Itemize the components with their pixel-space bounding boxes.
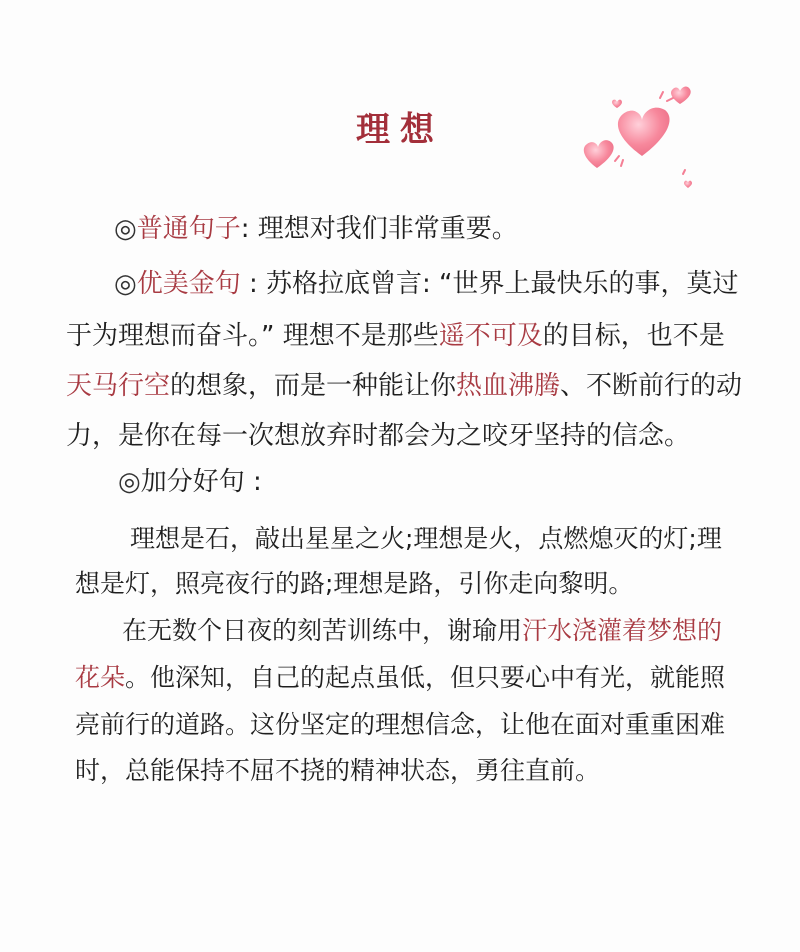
beautiful-line-2 xyxy=(66,319,725,353)
beautiful-line-3 xyxy=(66,369,742,403)
bullet-marker-icon: ◎ xyxy=(118,467,141,497)
highlight-phrase: 遥不可及 xyxy=(438,321,543,351)
beautiful-line-4 xyxy=(66,419,690,453)
page-title: 理想 xyxy=(356,110,444,150)
ordinary-label: 普通句子 xyxy=(136,214,241,244)
beautiful-separator: : xyxy=(240,269,266,299)
beautiful-label: 优美金句 xyxy=(136,269,241,299)
bonus-text: 时，总能保持不屈不挠的精神状态，勇往直前。 xyxy=(75,756,601,785)
bonus-para2-line-4 xyxy=(75,754,600,788)
bonus-text: 亮前行的道路。这份坚定的理想信念，让他在面对重重困难 xyxy=(75,710,726,739)
bonus-para2-line-2 xyxy=(75,661,725,695)
bullet-marker-icon: ◎ xyxy=(114,269,137,299)
beautiful-text: 的目标，也不是 xyxy=(542,321,725,351)
bullet-marker-icon: ◎ xyxy=(114,214,137,244)
beautiful-text: 于为理想而奋斗。” 理想不是那些 xyxy=(66,321,439,351)
bonus-text: 想是灯，照亮夜行的路;理想是路，引你走向黎明。 xyxy=(75,569,634,598)
highlight-phrase: 汗水浇灌着梦想的 xyxy=(522,616,723,645)
bonus-text: 理想是石，敲出星星之火;理想是火，点燃熄灭的灯;理 xyxy=(130,524,722,553)
beautiful-text: 的想象，而是一种能让你 xyxy=(170,371,457,401)
highlight-phrase: 天马行空 xyxy=(66,371,171,401)
bonus-para2-line-1 xyxy=(122,614,722,648)
beautiful-text: 力，是你在每一次想放弃时都会为之咬牙坚持的信念。 xyxy=(66,421,691,451)
bonus-heading xyxy=(118,465,262,499)
beautiful-line-1 xyxy=(114,267,739,301)
bonus-text: 在无数个日夜的刻苦训练中，谢瑜用 xyxy=(122,616,523,645)
beautiful-text: 苏格拉底曾言: “世界上最快乐的事，莫过 xyxy=(266,269,739,299)
bonus-para1-line-2 xyxy=(75,567,633,601)
bonus-para2-line-3 xyxy=(75,708,725,742)
ordinary-text: 理想对我们非常重要。 xyxy=(257,214,518,244)
beautiful-text: 、不断前行的动 xyxy=(560,371,743,401)
ordinary-sentence-line xyxy=(114,212,518,246)
bonus-para1-line-1 xyxy=(130,522,722,556)
bonus-text: 。他深知，自己的起点虽低，但只要心中有光，就能照 xyxy=(125,663,726,692)
heart-bottom-tiny xyxy=(684,181,692,188)
highlight-phrase: 花朵 xyxy=(75,663,126,692)
highlight-phrase: 热血沸腾 xyxy=(456,371,561,401)
ordinary-separator: : xyxy=(240,214,258,244)
bonus-label: 加分好句 : xyxy=(140,467,262,497)
